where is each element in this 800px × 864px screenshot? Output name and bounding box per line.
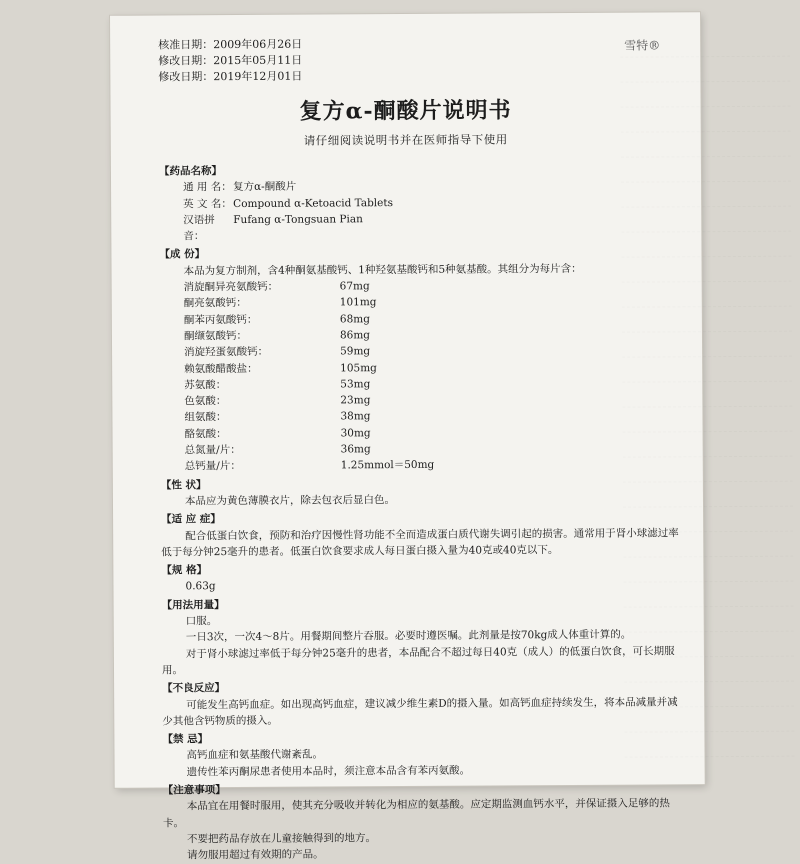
usage-line: 一日3次，一次4～8片。用餐期间整片吞服。必要时遵医嘱。此剂量是按70kg成人体重计算的。 [185, 628, 632, 644]
drug-name-row [159, 209, 679, 245]
ingredient-amount: 38mg [340, 410, 371, 423]
generic-name-value: 复方α-酮酸片 [233, 180, 297, 194]
section-heading-precautions: 【注意事项】 [162, 784, 226, 797]
pinyin-value: Fufang α-Tongsuan Pian [233, 213, 363, 226]
leaflet-sheet [110, 12, 705, 862]
specification-text: 0.63g [185, 580, 216, 593]
usage-line: 对于肾小球滤过率低于每分钟25毫升的患者，本品配合不超过每日40克（成人）的低蛋白饮食，可长期服用。 [161, 644, 675, 677]
section-heading-drug-name: 【药品名称】 [158, 165, 222, 178]
ingredient-amount: 53mg [340, 378, 371, 391]
ingredient-name: 总氮量/片： [184, 444, 241, 457]
ingredient-name: 消旋酮异亮氨酸钙： [183, 280, 279, 294]
generic-name-label: 通 用 名： [183, 181, 232, 194]
ingredient-amount: 30mg [340, 426, 371, 440]
ingredient-amount: 1.25mmol＝50mg [340, 459, 435, 472]
pinyin-label: 汉语拼音： [183, 214, 215, 243]
ingredient-amount: 86mg [339, 329, 371, 342]
contraindications-line: 高钙血症和氨基酸代谢紊乱。 [186, 748, 324, 762]
ingredient-amount: 67mg [339, 280, 370, 293]
ingredient-name: 赖氨酸醋酸盐： [184, 362, 258, 375]
adverse-reactions-text: 可能发生高钙血症。如出现高钙血症，建议减少维生素D的摄入量。如高钙血症持续发生，将本品减量并减少其他含钙物质的摄入。 [162, 695, 678, 728]
precautions-line: 本品宜在用餐时服用，使其充分吸收并转化为相应的氨基酸。应定期监测血钙水平，并保证摄入足够的热卡。 [162, 797, 670, 830]
section-heading-usage: 【用法用量】 [161, 598, 225, 612]
revision-date-1: 修改日期：2015年05月11日 [158, 53, 303, 68]
ingredient-amount: 36mg [340, 443, 371, 456]
precautions-line: 请勿服用超过有效期的产品。 [187, 848, 324, 862]
ingredient-name: 苏氨酸： [184, 378, 227, 392]
page-title: 复方α-酮酸片说明书 [299, 97, 512, 125]
revision-dates [158, 37, 302, 86]
english-name-value: Compound α-Ketoacid Tablets [233, 196, 394, 210]
precautions-line: 不要把药品存放在儿童接触得到的地方。 [187, 832, 377, 846]
ingredient-name: 酮亮氨酸钙： [183, 297, 247, 310]
ingredient-row [161, 456, 681, 475]
usage-line: 口服。 [185, 615, 218, 628]
ingredient-name: 酪氨酸： [184, 427, 227, 441]
ingredient-name: 组氨酸： [184, 411, 227, 424]
page-subtitle: 请仔细阅读说明书并在医师指导下使用 [303, 132, 508, 148]
section-heading-ingredients: 【成 份】 [159, 248, 206, 261]
brand-logo: 雪特® [624, 38, 661, 53]
revision-date-2: 修改日期：2019年12月01日 [158, 69, 303, 84]
ingredient-amount: 23mg [340, 394, 371, 407]
properties-text: 本品应为黄色薄膜衣片，除去包衣后显白色。 [184, 494, 396, 508]
ingredient-amount: 68mg [339, 312, 370, 326]
leaflet-body [159, 158, 683, 864]
ingredient-amount: 105mg [340, 361, 377, 374]
indications-text: 配合低蛋白饮食，预防和治疗因慢性肾功能不全而造成蛋白质代谢失调引起的损害。通常用于肾小球滤过率低于每分钟25毫升的患者。低蛋白饮食要求成人每日蛋白摄入量为40克或40克以下。 [161, 526, 679, 559]
contraindications-line: 遗传性苯丙酮尿患者使用本品时，须注意本品含有苯丙氨酸。 [186, 764, 471, 779]
english-name-label: 英 文 名： [183, 197, 232, 210]
ingredient-name: 总钙量/片： [184, 460, 241, 473]
section-heading-properties: 【性 状】 [160, 478, 207, 492]
approval-date: 核准日期：2009年06月26日 [158, 37, 303, 52]
ingredient-amount: 101mg [339, 296, 377, 309]
ingredient-name: 色氨酸： [184, 395, 227, 408]
ingredient-amount: 59mg [340, 345, 371, 358]
section-heading-indications: 【适 应 症】 [161, 513, 221, 526]
ingredients-list [160, 276, 681, 475]
section-heading-adverse-reactions: 【不良反应】 [162, 682, 226, 695]
ingredient-name: 消旋羟蛋氨酸钙： [184, 346, 269, 359]
ingredients-intro: 本品为复方制剂，含4种酮氨基酸钙、1种羟氨基酸钙和5种氨基酸。其组分为每片含： [183, 262, 582, 278]
section-heading-contraindications: 【禁 忌】 [162, 733, 209, 746]
section-heading-specification: 【规 格】 [161, 564, 208, 577]
ingredient-name: 酮苯丙氨酸钙： [183, 313, 258, 327]
ingredient-name: 酮缬氨酸钙： [183, 329, 248, 343]
